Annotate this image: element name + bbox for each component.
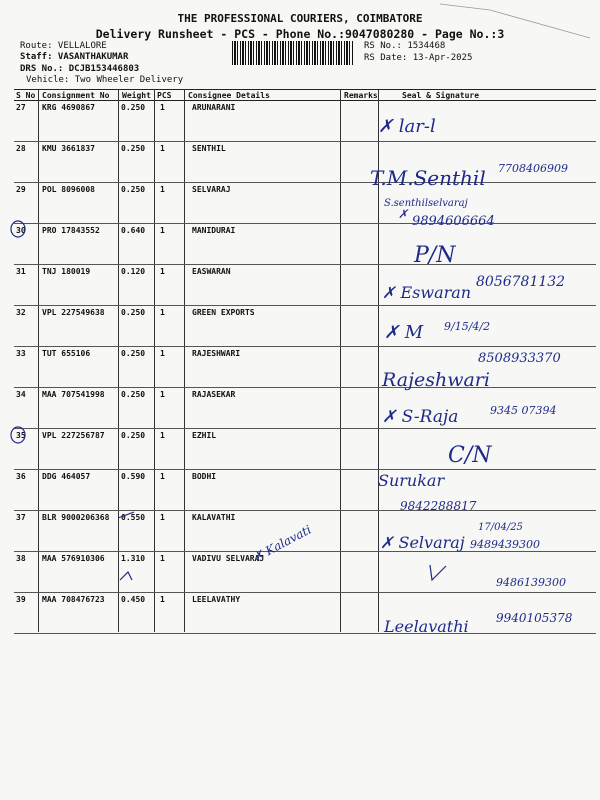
cell-pcs: 1 bbox=[160, 349, 165, 358]
col-header-weight: Weight bbox=[122, 91, 151, 100]
runsheet-subtitle: Delivery Runsheet - PCS - Phone No.:9047080280 - Page No.:3 bbox=[95, 27, 505, 41]
name-29: S.senthilselvaraj bbox=[384, 198, 468, 209]
row-divider bbox=[14, 264, 596, 265]
cell-weight: 0.550 bbox=[121, 513, 146, 522]
pn-mark-30: P/N bbox=[414, 243, 456, 268]
col-header-sno: S No bbox=[16, 91, 36, 100]
cell-sno: 28 bbox=[16, 144, 26, 153]
cell-consignment: KMU 3661837 bbox=[42, 144, 95, 153]
cell-pcs: 1 bbox=[160, 390, 165, 399]
cell-consignee: VADIVU SELVARAJ bbox=[192, 554, 265, 563]
cell-consignment: KRG 4690867 bbox=[42, 103, 95, 112]
signature-31: ✗ Eswaran bbox=[382, 283, 472, 302]
table-row bbox=[14, 389, 596, 430]
cell-consignee: ARUNARANI bbox=[192, 103, 236, 112]
company-title: THE PROFESSIONAL COURIERS, COIMBATORE bbox=[177, 12, 423, 25]
table-row bbox=[14, 102, 596, 143]
cell-consignment: VPL 227549638 bbox=[42, 308, 105, 317]
phone-38: 9486139300 bbox=[496, 576, 566, 589]
phone-28: 7708406909 bbox=[498, 162, 568, 175]
table-row bbox=[14, 512, 596, 553]
signature-32: ✗ M bbox=[384, 322, 424, 343]
row-divider bbox=[14, 633, 596, 634]
cell-weight: 0.250 bbox=[121, 144, 146, 153]
cell-pcs: 1 bbox=[160, 472, 165, 481]
barcode bbox=[232, 41, 354, 65]
cell-pcs: 1 bbox=[160, 103, 165, 112]
table-row bbox=[14, 348, 596, 389]
cell-weight: 0.590 bbox=[121, 472, 146, 481]
cell-pcs: 1 bbox=[160, 595, 165, 604]
cell-weight: 0.250 bbox=[121, 431, 146, 440]
cell-consignment: TUT 655106 bbox=[42, 349, 91, 358]
table-row bbox=[14, 594, 596, 635]
row-divider bbox=[14, 141, 596, 142]
cell-consignment: TNJ 180019 bbox=[42, 267, 91, 276]
phone-33: 8508933370 bbox=[478, 351, 561, 366]
phone-34: 9345 07394 bbox=[490, 404, 557, 417]
signature-39: Leelavathi bbox=[384, 617, 469, 636]
row-divider bbox=[14, 387, 596, 388]
cell-sno: 30 bbox=[16, 226, 26, 235]
phone-36: 9842288817 bbox=[400, 499, 477, 513]
cell-consignee: SELVARAJ bbox=[192, 185, 231, 194]
drs-label: DRS No.: DCJB153446803 bbox=[20, 64, 140, 74]
table-row bbox=[14, 471, 596, 512]
cell-consignee: RAJASEKAR bbox=[192, 390, 236, 399]
cell-pcs: 1 bbox=[160, 144, 165, 153]
cell-sno: 37 bbox=[16, 513, 26, 522]
row-divider bbox=[14, 223, 596, 224]
cell-consignment: MAA 576910306 bbox=[42, 554, 105, 563]
row-divider bbox=[14, 592, 596, 593]
cell-sno: 31 bbox=[16, 267, 26, 276]
rs-number: RS No.: 1534468 bbox=[364, 41, 446, 51]
cell-consignee: GREEN EXPORTS bbox=[192, 308, 255, 317]
row-divider bbox=[14, 510, 596, 511]
col-header-signature: Seal & Signature bbox=[402, 91, 480, 100]
signature-28: T.M.Senthil bbox=[370, 166, 486, 190]
col-header-consignee: Consignee Details bbox=[188, 91, 270, 100]
cell-consignment: BLR 9000206368 bbox=[42, 513, 110, 522]
cell-pcs: 1 bbox=[160, 431, 165, 440]
cell-weight: 0.250 bbox=[121, 185, 146, 194]
signature-34: ✗ S-Raja bbox=[382, 407, 459, 427]
page-fold-mark bbox=[430, 0, 600, 40]
signature-27: ✗ lar-l bbox=[378, 116, 436, 137]
table-top-rule bbox=[14, 89, 596, 90]
cell-consignment: PRO 17843552 bbox=[42, 226, 100, 235]
table-row bbox=[14, 266, 596, 307]
phone-31: 8056781132 bbox=[476, 274, 566, 290]
cell-pcs: 1 bbox=[160, 267, 165, 276]
route-label: Route: VELLALORE bbox=[20, 41, 107, 51]
cell-weight: 0.450 bbox=[121, 595, 146, 604]
cell-sno: 34 bbox=[16, 390, 26, 399]
cell-weight: 1.310 bbox=[121, 554, 146, 563]
table-row bbox=[14, 307, 596, 348]
cell-weight: 0.640 bbox=[121, 226, 146, 235]
cell-weight: 0.250 bbox=[121, 103, 146, 112]
cell-weight: 0.250 bbox=[121, 349, 146, 358]
signature-37-alt: ✗ Kalavati bbox=[250, 522, 314, 565]
rs-date: RS Date: 13-Apr-2025 bbox=[364, 53, 473, 63]
cell-sno: 38 bbox=[16, 554, 26, 563]
cell-pcs: 1 bbox=[160, 308, 165, 317]
cell-consignment: VPL 227256787 bbox=[42, 431, 105, 440]
col-header-remarks: Remarks bbox=[344, 91, 378, 100]
table-row bbox=[14, 430, 596, 471]
cell-sno: 29 bbox=[16, 185, 26, 194]
cell-consignee: MANIDURAI bbox=[192, 226, 236, 235]
cell-pcs: 1 bbox=[160, 554, 165, 563]
signature-37: ✗ Selvaraj bbox=[380, 533, 465, 552]
cell-pcs: 1 bbox=[160, 513, 165, 522]
cell-weight: 0.250 bbox=[121, 308, 146, 317]
cell-sno: 36 bbox=[16, 472, 26, 481]
row-divider bbox=[14, 305, 596, 306]
table-row bbox=[14, 143, 596, 184]
row-divider bbox=[14, 428, 596, 429]
cell-weight: 0.120 bbox=[121, 267, 146, 276]
signature-36: Surukar bbox=[378, 471, 445, 490]
cell-consignee: RAJESHWARI bbox=[192, 349, 241, 358]
cell-consignee: KALAVATHI bbox=[192, 513, 236, 522]
cell-sno: 27 bbox=[16, 103, 26, 112]
table-row bbox=[14, 184, 596, 225]
cell-sno: 35 bbox=[16, 431, 26, 440]
col-header-pcs: PCS bbox=[157, 91, 172, 100]
table-row bbox=[14, 553, 596, 594]
cell-consignment: POL 8096008 bbox=[42, 185, 95, 194]
signature-33: Rajeshwari bbox=[382, 369, 490, 391]
phone-29: 9894606664 bbox=[412, 214, 495, 229]
cell-consignee: EZHIL bbox=[192, 431, 217, 440]
cell-consignee: BODHI bbox=[192, 472, 217, 481]
cell-sno: 33 bbox=[16, 349, 26, 358]
table-header-rule bbox=[14, 100, 596, 101]
cell-pcs: 1 bbox=[160, 226, 165, 235]
phone-37: 9489439300 bbox=[470, 538, 540, 551]
cell-sno: 39 bbox=[16, 595, 26, 604]
runsheet-table bbox=[14, 89, 596, 632]
row-divider bbox=[14, 346, 596, 347]
row-divider bbox=[14, 551, 596, 552]
cross-mark-29: ✗ bbox=[398, 207, 409, 221]
row-divider bbox=[14, 469, 596, 470]
cn-mark-35: C/N bbox=[448, 443, 492, 468]
staff-label: Staff: VASANTHAKUMAR bbox=[20, 52, 129, 62]
cell-consignment: DDG 464057 bbox=[42, 472, 91, 481]
col-header-consignment: Consignment No bbox=[42, 91, 110, 100]
cell-consignee: EASWARAN bbox=[192, 267, 231, 276]
cell-weight: 0.250 bbox=[121, 390, 146, 399]
cell-consignee: SENTHIL bbox=[192, 144, 226, 153]
row-divider bbox=[14, 182, 596, 183]
table-row bbox=[14, 225, 596, 266]
cell-sno: 32 bbox=[16, 308, 26, 317]
phone-32: 9/15/4/2 bbox=[444, 320, 491, 333]
phone-39: 9940105378 bbox=[496, 611, 573, 625]
vehicle-label: Vehicle: Two Wheeler Delivery bbox=[26, 75, 184, 85]
cell-consignment: MAA 707541998 bbox=[42, 390, 105, 399]
cell-consignee: LEELAVATHY bbox=[192, 595, 241, 604]
cell-consignment: MAA 708476723 bbox=[42, 595, 105, 604]
date-37: 17/04/25 bbox=[478, 522, 523, 533]
cell-pcs: 1 bbox=[160, 185, 165, 194]
